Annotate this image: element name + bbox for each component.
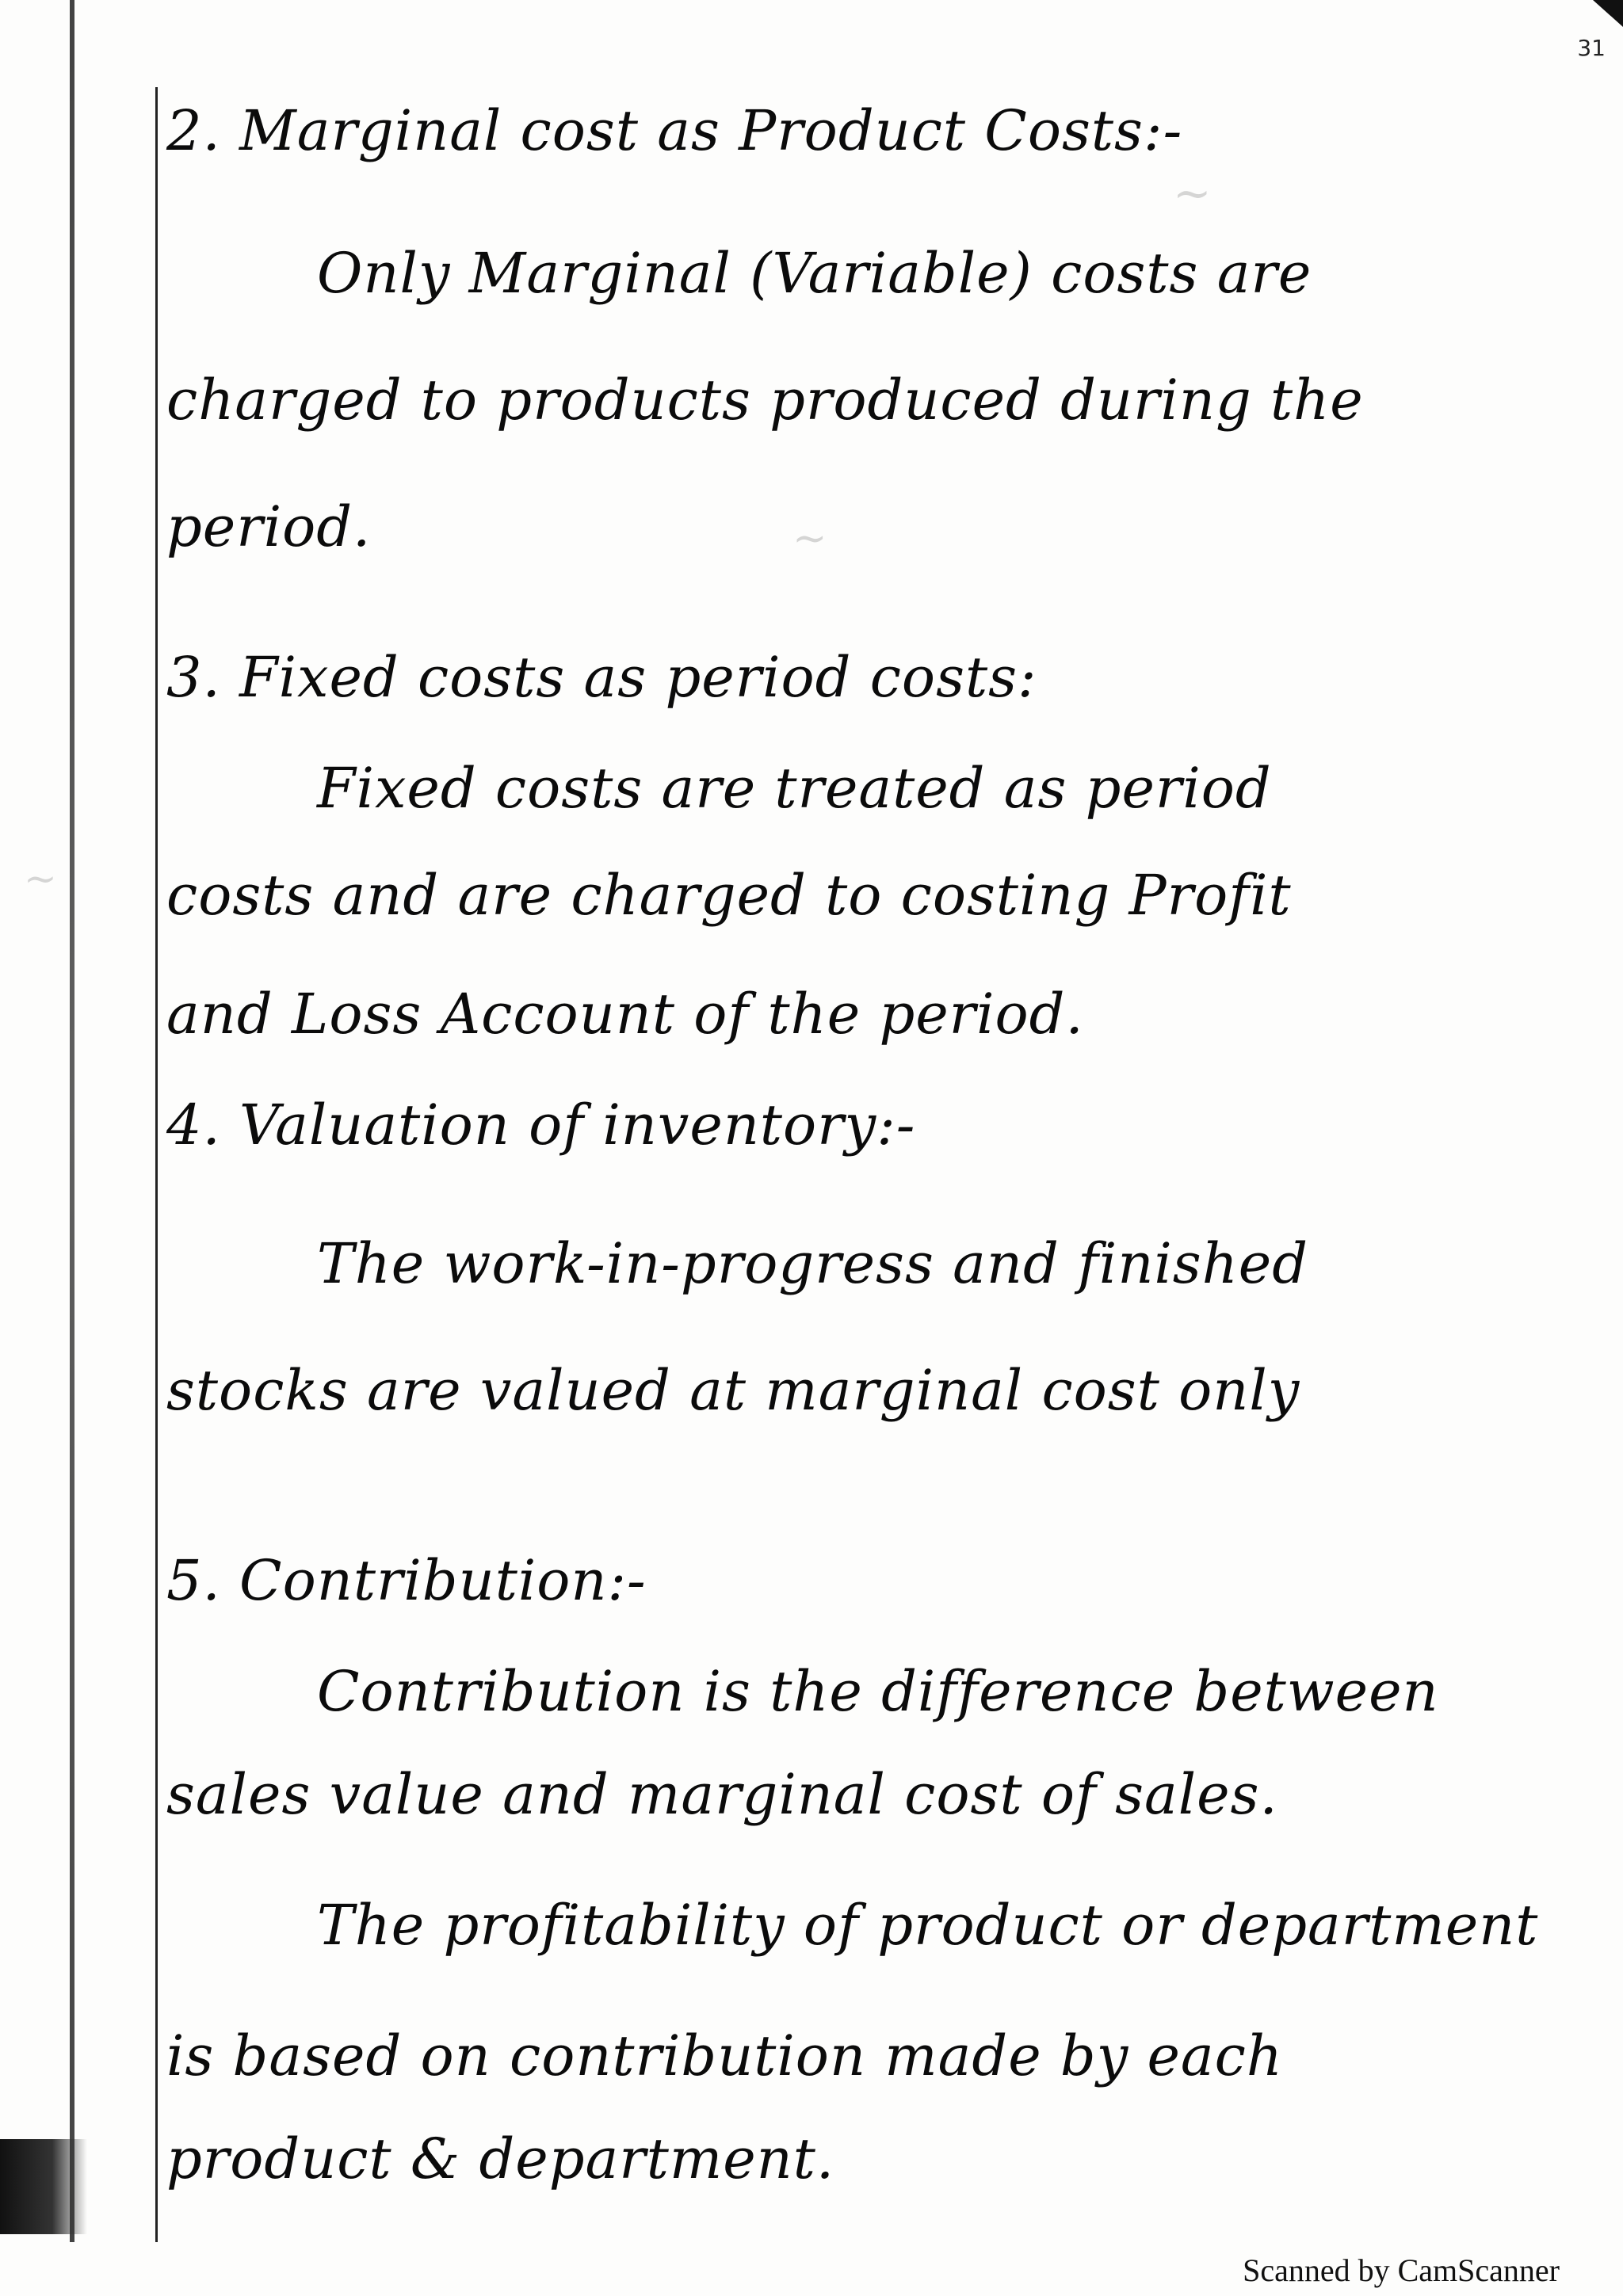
section-heading-valuation-of-inventory: 4. Valuation of inventory:- [166,1093,916,1158]
text-line: costs and are charged to costing Profit [166,863,1292,928]
section-heading-marginal-cost: 2. Marginal cost as Product Costs:- [166,98,1183,163]
text-line: is based on contribution made by each [166,2023,1283,2088]
bleed-through-mark: ~ [24,856,57,902]
text-line: period. [166,494,372,559]
text-line: Contribution is the difference between [317,1659,1439,1724]
scan-corner [1593,0,1623,27]
text-line: product & department. [166,2126,835,2191]
text-line: and Loss Account of the period. [166,982,1084,1047]
text-line: sales value and marginal cost of sales. [166,1762,1278,1827]
scan-shadow [0,2139,87,2234]
text-line: Fixed costs are treated as period [317,756,1272,821]
margin-line [155,87,158,2242]
section-heading-contribution: 5. Contribution:- [166,1548,647,1613]
bleed-through-mark: ~ [1173,166,1212,220]
page-binding-edge [70,0,74,2242]
bleed-through-mark: ~ [792,515,827,563]
scanner-watermark: Scanned by CamScanner [1243,2252,1560,2288]
text-line: Only Marginal (Variable) costs are [317,241,1312,306]
section-heading-fixed-costs: 3. Fixed costs as period costs: [166,645,1037,710]
page-number: 31 [1577,35,1606,61]
text-line: The work-in-progress and finished [317,1231,1309,1296]
text-line: stocks are valued at marginal cost only [166,1358,1300,1423]
text-line: charged to products produced during the [166,368,1364,433]
text-line: The profitability of product or department [317,1893,1539,1958]
